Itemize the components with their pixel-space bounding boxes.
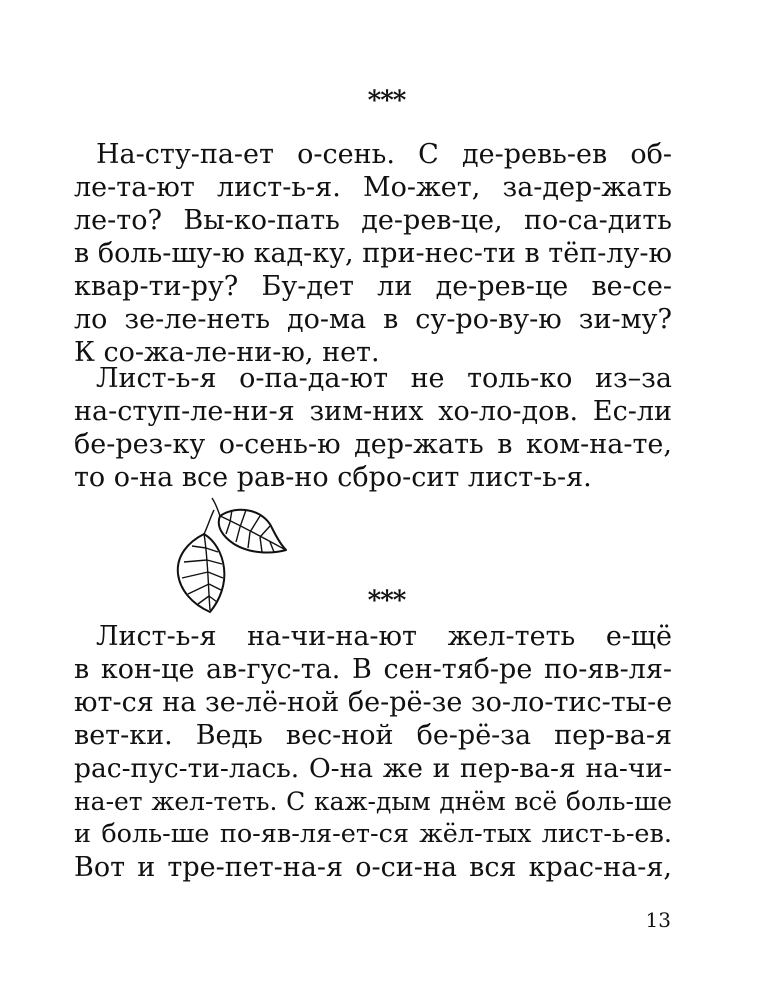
section-divider-stars: ***: [367, 586, 406, 616]
text-line: то о-на все рав-но сбро-сит лист-ь-я.: [74, 462, 592, 493]
text-line: Вот и тре-пет-на-я о-си-на вся крас-на-я,: [74, 852, 672, 883]
text-line: бе-рез-ку о-сень-ю дер-жать в ком-на-те,: [74, 429, 672, 460]
text-line: ле-то? Вы-ко-пать де-рев-це, по-са-дить: [74, 205, 672, 236]
text-line: и боль-ше по-яв-ля-ет-ся жёл-тых лист-ь-ев.: [74, 819, 672, 849]
text-line: Лист-ь-я на-чи-на-ют жел-теть е-щё: [96, 621, 672, 652]
paragraph: [74, 362, 672, 494]
text-line: рас-пус-ти-лась. О-на же и пер-ва-я на-чи-: [74, 753, 672, 784]
text-line: ло зе-ле-неть до-ма в су-ро-ву-ю зи-му?: [74, 304, 672, 335]
text-line: Лист-ь-я о-па-да-ют не толь-ко из–за: [96, 363, 672, 394]
section-divider-stars: ***: [367, 86, 406, 116]
text-line: ле-та-ют лист-ь-я. Мо-жет, за-дер-жать: [74, 172, 672, 203]
text-line: квар-ти-ру? Бу-дет ли де-рев-це ве-се-: [74, 271, 672, 302]
text-line: ют-ся на зе-лё-ной бе-рё-зе зо-ло-тис-ты-е: [74, 687, 673, 718]
paragraph: [74, 620, 672, 884]
text-line: на-ступ-ле-ни-я зим-них хо-ло-дов. Ес-ли: [74, 396, 672, 427]
text-line: К со-жа-ле-ни-ю, нет.: [74, 337, 380, 368]
text-line: вет-ки. Ведь вес-ной бе-рё-за пер-ва-я: [74, 720, 672, 751]
text-line: в кон-це ав-гус-та. В сен-тяб-ре по-яв-ля-: [74, 654, 672, 685]
text-line: в боль-шу-ю кад-ку, при-нес-ти в тёп-лу-ю: [74, 238, 672, 269]
paragraph: [74, 138, 672, 369]
page-number: 13: [645, 908, 671, 932]
text-line: на-ет жел-теть. С каж-дым днём всё боль-ше: [74, 787, 672, 816]
text-line: На-сту-па-ет о-сень. С де-ревь-ев об-: [96, 139, 672, 170]
